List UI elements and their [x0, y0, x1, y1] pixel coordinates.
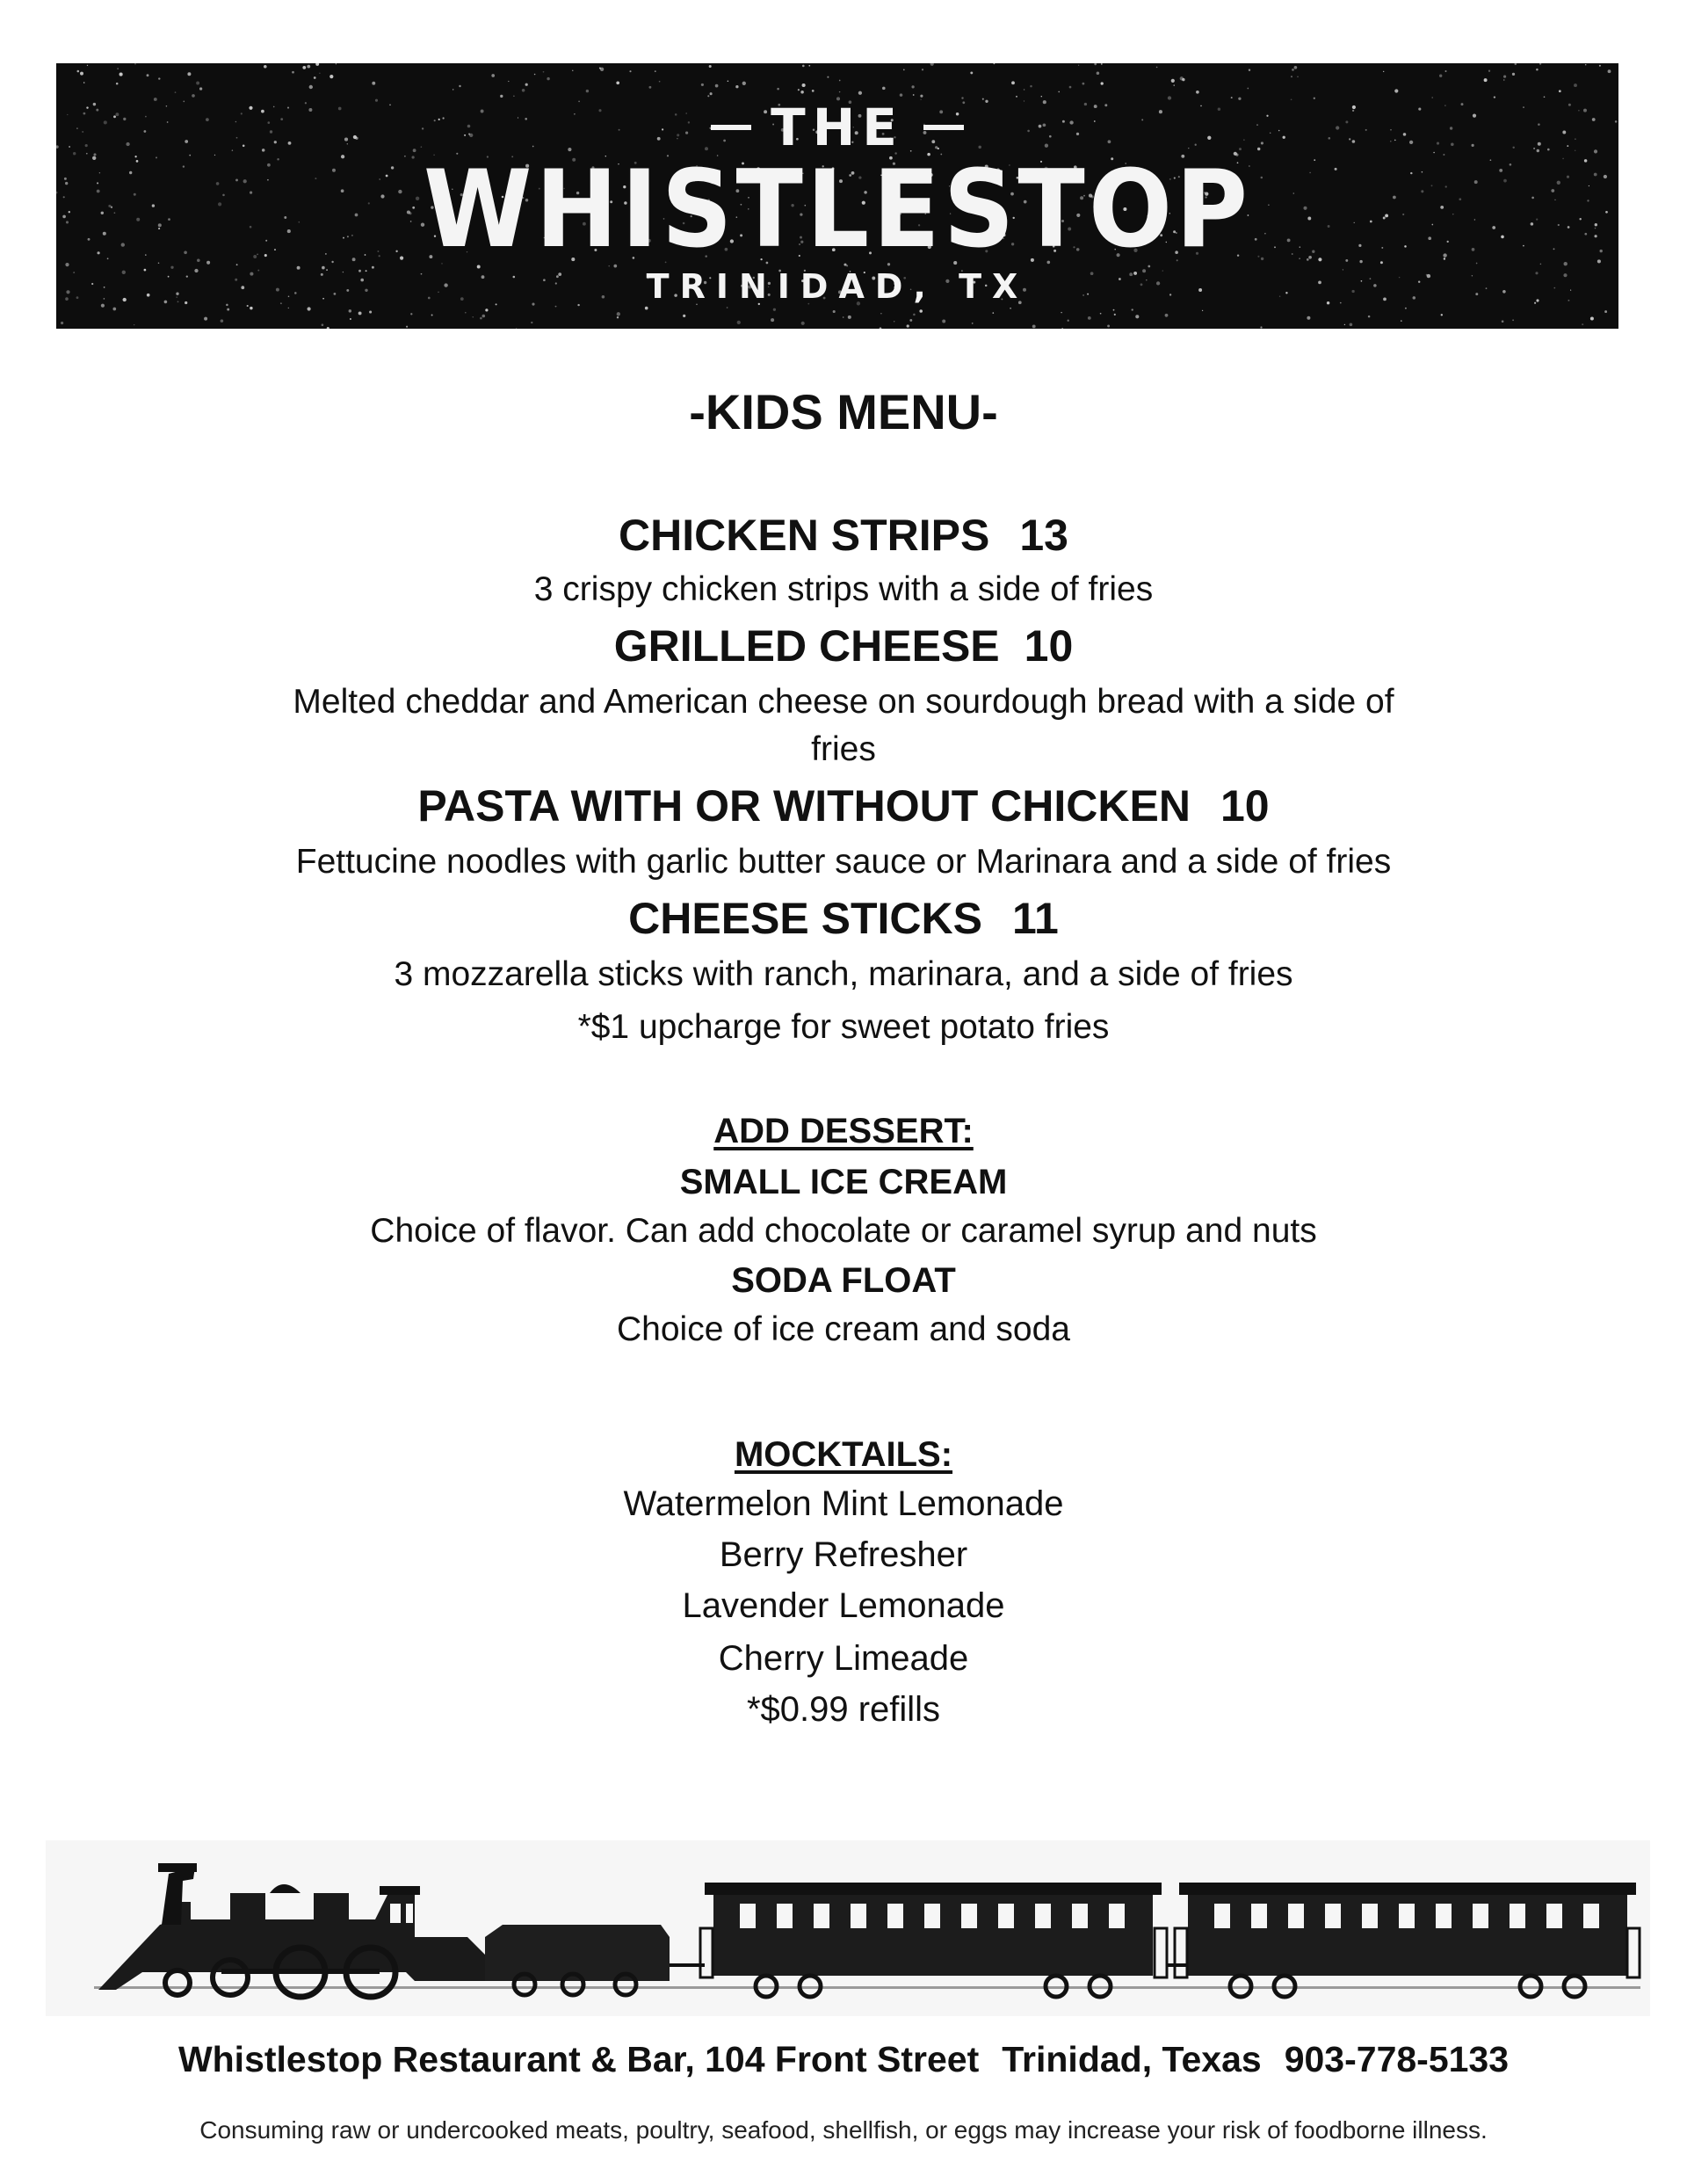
logo-the: THE	[771, 98, 904, 157]
logo-name: WHISTLESTOP	[423, 148, 1252, 272]
restaurant-logo	[56, 63, 1618, 329]
passenger-car-icon	[700, 1883, 1167, 1997]
footer-address	[0, 2037, 1687, 2081]
refill-note: *$0.99 refills	[746, 1690, 941, 1729]
item-description: Melted cheddar and American cheese on sourdough bread with a side of	[293, 683, 1394, 721]
menu-item-name	[0, 780, 1687, 831]
menu-item-name	[0, 893, 1687, 944]
item-description-continued: fries	[811, 730, 876, 768]
mocktails-heading: MOCKTAILS:	[734, 1435, 953, 1474]
item-description: Fettucine noodles with garlic butter sauce or Marinara and a side of fries	[295, 843, 1392, 881]
dessert-heading: ADD DESSERT:	[713, 1112, 974, 1150]
food-safety-warning: Consuming raw or undercooked meats, poultry, seafood, shellfish, or eggs may increase your risk of foodborne illness.	[199, 2116, 1488, 2144]
footer-phone: 903-778-5133	[1284, 2039, 1510, 2079]
logo-dash-right	[923, 125, 964, 130]
passenger-car-icon	[1175, 1883, 1640, 1997]
dessert-item-name: SMALL ICE CREAM	[679, 1163, 1008, 1201]
item-description: 3 mozzarella sticks with ranch, marinara, and a side of fries	[394, 955, 1293, 993]
header-banner	[56, 63, 1618, 329]
footer-city: Trinidad, Texas	[1002, 2039, 1262, 2079]
mocktail-item: Cherry Limeade	[718, 1639, 969, 1678]
mocktail-item: Lavender Lemonade	[682, 1586, 1005, 1625]
item-price: 10	[1024, 621, 1074, 671]
footer-street: Whistlestop Restaurant & Bar, 104 Front Street	[177, 2039, 980, 2079]
mocktail-item: Berry Refresher	[719, 1535, 968, 1574]
item-price: 10	[1220, 781, 1270, 831]
item-name-pasta: PASTA WITH OR WITHOUT CHICKEN	[417, 781, 1191, 831]
steam-train-icon	[46, 1840, 1650, 2016]
item-name-cheese-sticks: CHEESE STICKS	[628, 894, 982, 943]
dessert-item-name: SODA FLOAT	[731, 1261, 956, 1300]
menu-item-name	[0, 620, 1687, 671]
train-illustration	[46, 1840, 1650, 2016]
item-name-grilled-cheese: GRILLED CHEESE	[613, 621, 1000, 671]
sweet-potato-note: *$1 upcharge for sweet potato fries	[577, 1008, 1110, 1046]
item-price: 11	[1012, 894, 1059, 943]
logo-dash-left	[711, 125, 751, 130]
item-price: 13	[1019, 511, 1068, 560]
menu-item-name	[0, 510, 1687, 561]
dessert-item-description: Choice of ice cream and soda	[617, 1310, 1070, 1348]
logo-location: TRINIDAD, TX	[646, 267, 1029, 306]
dessert-item-description: Choice of flavor. Can add chocolate or caramel syrup and nuts	[370, 1212, 1317, 1250]
item-name-chicken-strips: CHICKEN STRIPS	[619, 511, 990, 560]
mocktail-item: Watermelon Mint Lemonade	[623, 1484, 1064, 1523]
menu-title: -KIDS MENU-	[689, 384, 998, 439]
item-description: 3 crispy chicken strips with a side of fries	[533, 570, 1154, 608]
